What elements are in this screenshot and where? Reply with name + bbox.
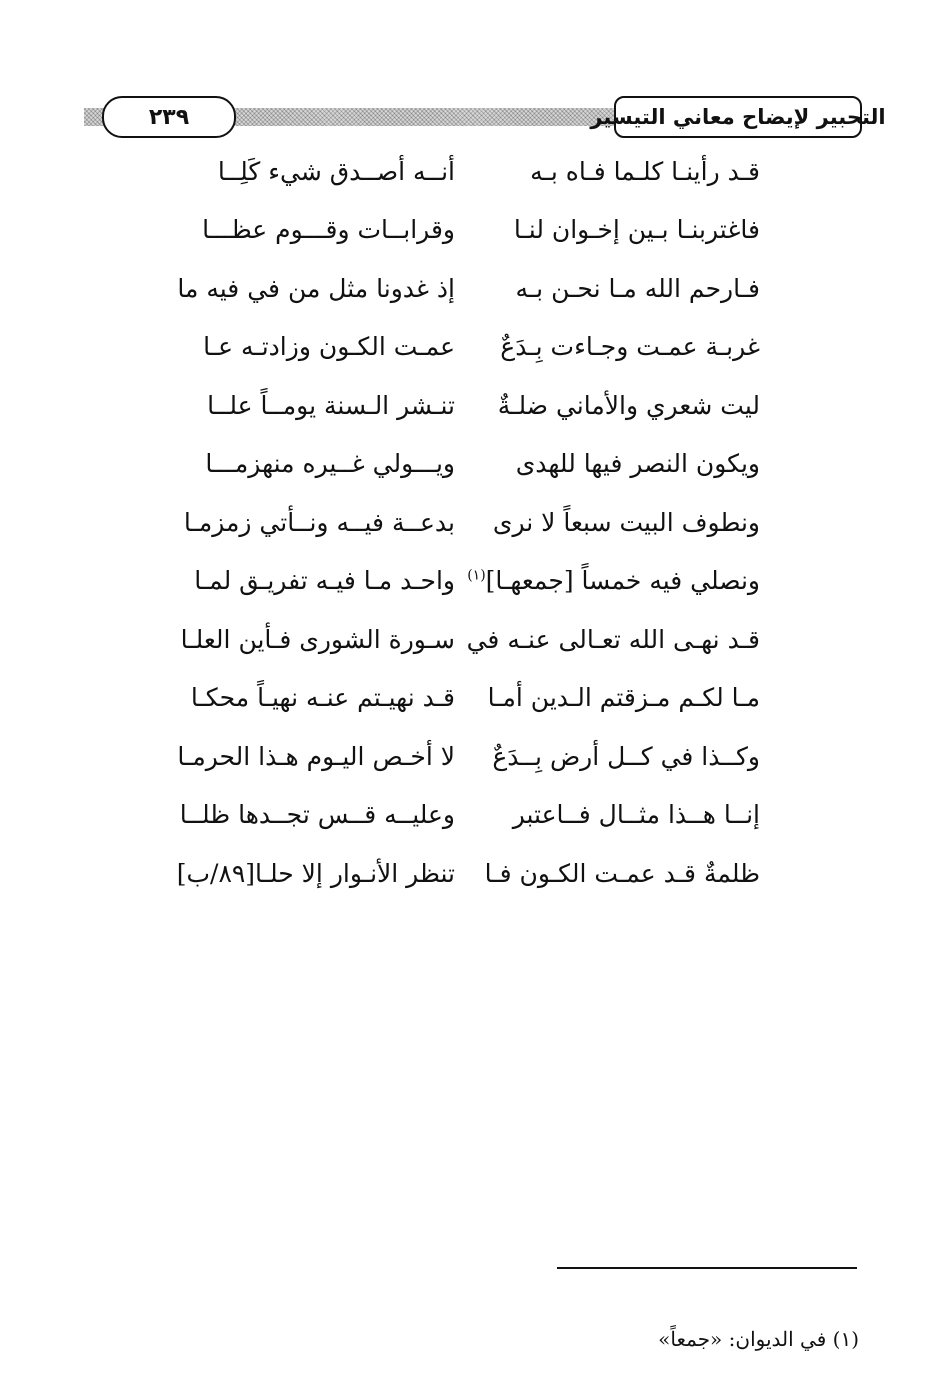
verse [200,201,760,260]
second-hemistich: سـورة الشورى فـأين العلـا [180,624,455,654]
second-hemistich: عمـت الكـون وزادتـه عـا [203,332,455,362]
first-hemistich: ظلمةٌ قـد عمـت الكـون فـا [484,858,760,888]
first-hemistich: غربـة عمـت وجـاءت بِـدَعٌ [500,332,760,362]
verse [177,259,760,318]
second-hemistich: قـد نهيـتم عنـه نهيـاً محكـا [190,683,455,713]
verse [176,844,760,903]
first-hemistich: مـا لكـم مـزقتم الـدين أمـا [487,683,760,713]
first-hemistich: ويكون النصر فيها للهدى [515,449,760,479]
first-hemistich: ليت شعري والأماني ضلـةٌ [497,390,760,420]
verse [200,142,760,201]
second-hemistich: وعليــه قــس تجــدها ظلــا [179,800,455,830]
verse [183,493,760,552]
verse [200,318,760,377]
first-hemistich [467,566,760,596]
second-hemistich: تنـشر الـسنة يومــاً علــا [207,390,455,420]
second-hemistich: وقرابــات وقـــوم عظـــا [202,215,455,245]
verse [190,669,760,728]
footnote: (١) في الديوان: «جمعاً» [658,1327,859,1351]
verse [194,552,760,611]
verse [200,376,760,435]
first-hemistich: فاغتربنـا بـين إخـوان لنـا [513,215,760,245]
verse [180,610,760,669]
second-hemistich: بدعــة فيــه ونــأتي زمزمـا [183,507,455,537]
first-hemistich: فـارحم الله مـا نحـن بـه [515,273,760,303]
first-hemistich-text: ونصلي فيه خمساً [جمعهـا] [485,566,760,596]
second-hemistich: أنــه أصــدق شيء كَلِــا [217,156,455,186]
poem [176,142,760,903]
book-title: التحبير لإيضاح معاني التيسير [614,96,862,138]
page-number: ٢٣٩ [102,96,236,138]
second-hemistich: إذ غدونا مثل من في فيه ما [177,273,455,303]
footnote-divider [557,1267,857,1269]
first-hemistich: قـد رأينـا كلـما فـاه بـه [530,156,760,186]
running-header [84,96,886,138]
first-hemistich: إنــا هــذا مثــال فــاعتبر [512,800,760,830]
first-hemistich: ونطوف البيت سبعاً لا نرى [492,507,760,537]
second-hemistich: تنظر الأنـوار إلا حلـا[٨٩/ب] [176,858,455,888]
first-hemistich: قـد نهـى الله تعـالى عنـه في [466,624,760,654]
second-hemistich: ويـــولي غــيره منهزمـــا [205,449,455,479]
second-hemistich: واحـد مـا فيـه تفريـق لمـا [194,566,455,596]
second-hemistich: لا أخـص اليـوم هـذا الحرمـا [177,741,455,771]
verse [179,786,760,845]
footnote-reference: (١) [467,567,486,584]
first-hemistich: وكــذا في كــل أرض بِــدَعٌ [492,741,760,771]
verse [177,727,760,786]
verse [200,435,760,494]
